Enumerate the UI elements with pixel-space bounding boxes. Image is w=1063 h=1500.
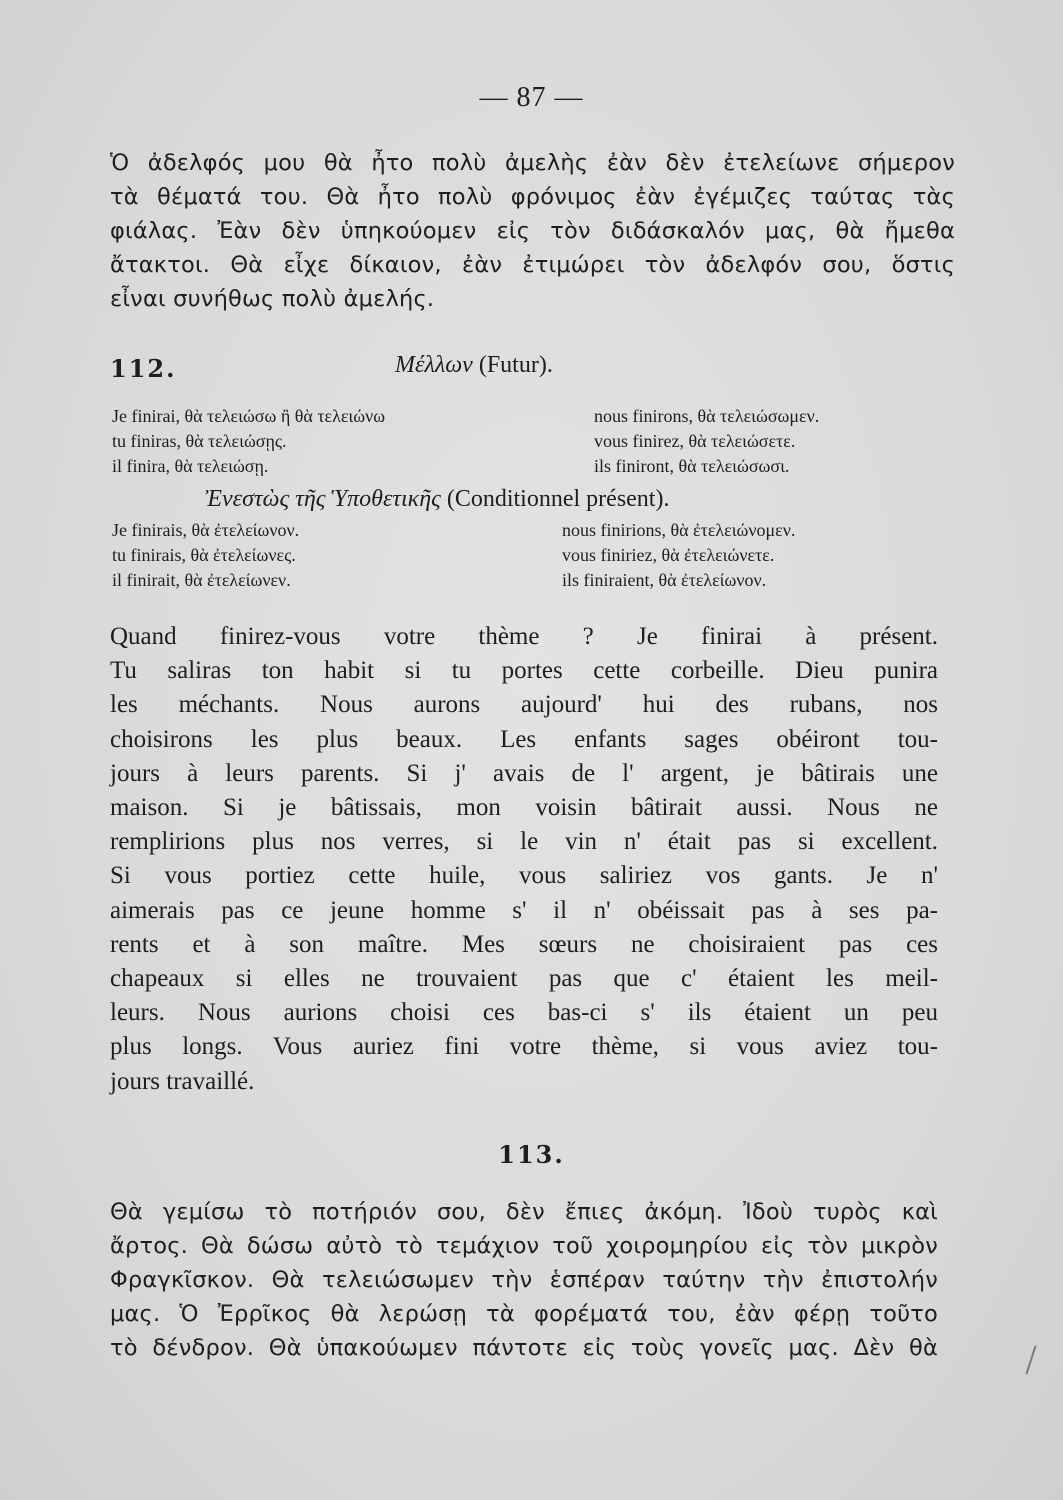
future-conjugation-table: [112, 406, 952, 481]
conjugation-singular: Je finirai, θὰ τελειώσω ἢ θὰ τελειώνω: [112, 406, 386, 426]
conditional-heading-french: (Conditionnel présent).: [446, 486, 670, 512]
text-line: choisirons les plus beaux. Les enfants sages obéiront tou-: [110, 725, 938, 753]
conditional-heading-greek: Ἐνεστὼς τῆς Ὑποθετικῆς: [205, 486, 441, 512]
text-line: aimerais pas ce jeune homme s' il n' obéissait pas à ses pa-: [110, 896, 938, 924]
conjugation-row: [112, 520, 952, 545]
page-number: — 87 —: [479, 82, 584, 113]
text-line: τὸ δένδρον. Θὰ ὑπακούωμεν πάντοτε εἰς τοὺς γονεῖς μας. Δὲν θὰ: [110, 1335, 938, 1361]
scan-mark: [1025, 1345, 1036, 1374]
section-112-header: [110, 352, 955, 386]
conjugation-singular: il finira, θὰ τελειώσῃ.: [112, 456, 269, 476]
text-line: εἶναι συνήθως πολὺ ἀμελής.: [110, 286, 435, 312]
conjugation-singular: Je finirais, θὰ ἐτελείωνον.: [112, 520, 300, 540]
text-line: μας. Ὁ Ἐρρῖκος θὰ λερώσῃ τὰ φορέματά του, ἐὰν φέρῃ τοῦτο: [110, 1301, 938, 1327]
greek-paragraph-intro: [110, 146, 955, 316]
text-line: τὰ θέματά του. Θὰ ἦτο πολὺ φρόνιμος ἐὰν ἐγέμιζες ταύτας τὰς: [110, 184, 955, 210]
conditional-heading: [205, 486, 669, 513]
text-line: Ὁ ἀδελφός μου θὰ ἦτο πολὺ ἀμελὴς ἐὰν δὲν ἐτελείωνε σήμερον: [110, 150, 955, 176]
text-line: Si vous portiez cette huile, vous saliriez vos gants. Je n': [110, 862, 938, 890]
conjugation-row: [112, 570, 952, 595]
text-line: ἄτακτοι. Θὰ εἶχε δίκαιον, ἐὰν ἐτιμώρει τὸν ἀδελφόν σου, ὅστις: [110, 252, 955, 278]
text-line: remplirions plus nos verres, si le vin n' était pas si excellent.: [110, 828, 938, 856]
text-line: leurs. Nous aurions choisi ces bas-ci s' ils étaient un peu: [110, 999, 938, 1027]
text-line: ἄρτος. Θὰ δώσω αὐτὸ τὸ τεμάχιον τοῦ χοιρομηρίου εἰς τὸν μικρὸν: [110, 1233, 938, 1259]
conjugation-plural: nous finirons, θὰ τελειώσωμεν.: [594, 406, 820, 426]
conjugation-row: [112, 545, 952, 570]
text-line: Tu saliras ton habit si tu portes cette corbeille. Dieu punira: [110, 657, 938, 685]
text-line: jours à leurs parents. Si j' avais de l' argent, je bâtirais une: [110, 759, 938, 787]
greek-paragraph-113: [110, 1195, 938, 1365]
text-line: Φραγκῖσκον. Θὰ τελειώσωμεν τὴν ἑσπέραν ταύτην τὴν ἐπιστολήν: [110, 1267, 938, 1293]
text-line: plus longs. Vous auriez fini votre thème, si vous aviez tou-: [110, 1033, 938, 1061]
text-line: jours travaillé.: [110, 1067, 255, 1095]
section-113-number: 113.: [498, 1140, 565, 1169]
text-line: les méchants. Nous aurons aujourd' hui des rubans, nos: [110, 691, 938, 719]
conjugation-plural: vous finiriez, θὰ ἐτελειώνετε.: [562, 545, 775, 565]
text-line: Quand finirez-vous votre thème ? Je finirai à présent.: [110, 623, 938, 650]
conjugation-plural: ils finiraient, θὰ ἐτελείωνον.: [562, 570, 767, 590]
conditional-conjugation-table: [112, 520, 952, 595]
text-line: chapeaux si elles ne trouvaient pas que c' étaient les meil-: [110, 965, 938, 993]
conjugation-singular: tu finiras, θὰ τελειώσῃς.: [112, 431, 287, 451]
conjugation-plural: nous finirions, θὰ ἐτελειώνομεν.: [562, 520, 796, 540]
french-exercise-paragraph: [110, 620, 938, 1099]
conjugation-row: [112, 406, 952, 431]
conjugation-singular: il finirait, θὰ ἐτελείωνεν.: [112, 570, 291, 590]
conjugation-singular: tu finirais, θὰ ἐτελείωνες.: [112, 545, 296, 565]
heading-french: (Futur).: [478, 352, 553, 378]
text-line: φιάλας. Ἐὰν δὲν ὑπηκούομεν εἰς τὸν διδάσκαλόν μας, θὰ ἤμεθα: [110, 218, 955, 244]
heading-greek: Μέλλων: [395, 352, 473, 378]
text-line: Θὰ γεμίσω τὸ ποτήριόν σου, δὲν ἔπιες ἀκόμη. Ἰδοὺ τυρὸς καὶ: [110, 1199, 938, 1225]
conjugation-plural: ils finiront, θὰ τελειώσωσι.: [594, 456, 790, 476]
conjugation-row: [112, 431, 952, 456]
conjugation-row: [112, 456, 952, 481]
section-number: 112.: [110, 354, 177, 383]
text-line: rents et à son maître. Mes sœurs ne choisiraient pas ces: [110, 930, 938, 958]
conjugation-plural: vous finirez, θὰ τελειώσετε.: [594, 431, 796, 451]
text-line: maison. Si je bâtissais, mon voisin bâtirait aussi. Nous ne: [110, 794, 938, 822]
section-heading: [395, 352, 553, 379]
